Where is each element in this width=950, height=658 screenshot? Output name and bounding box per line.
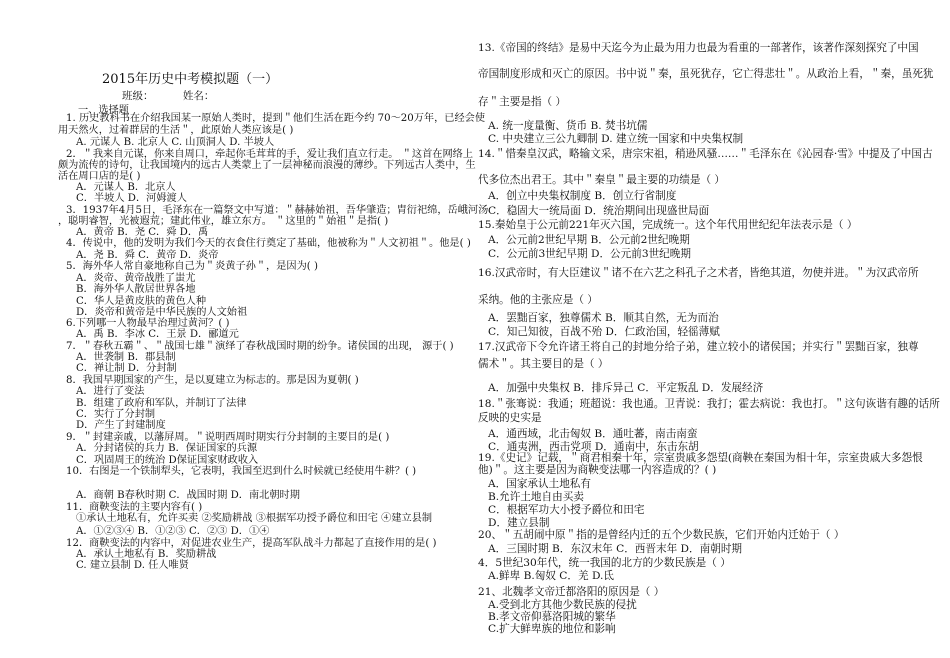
student-info [122,88,240,103]
question-line: 10．右图是一个铁制犁头，它表明，我国至迟到什么时候就已经使用牛耕？( ) [66,466,417,477]
question-line: A．三国时期 B．东汉末年 C．西晋末年 D．南朝时期 [488,543,743,555]
class-label: 班级： [122,90,154,102]
question-line: C．通夷洲，西击党项 D．通南中，东击东胡 [488,441,699,453]
question-line: 14.＂惜秦皇汉武，略输文采，唐宗宋祖，稍逊风骚……＂毛泽东在《沁园春·雪》中提及了中国古 [478,148,933,160]
question-line: A．承认土地私有 B．奖励耕战 [76,549,217,560]
question-line: A．通西域，北击匈奴 B．通吐蕃，南击南蛮 [488,428,698,440]
question-line: 帝国制度形成和灭亡的原因。书中说＂秦，虽死犹存，它亡得悲壮＂。从政治上看，＂秦，虽死犹 [478,68,934,80]
question-line: B.允许土地自由买卖 [488,491,584,503]
question-line: B.孝文帝仰慕洛阳城的繁华 [488,611,616,623]
question-line: A．①②③④ B．①②③ C．②③ D．①④ [76,526,270,537]
question-line: 4．传说中，他的发明为我们今天的衣食住行奠定了基础，他被称为＂人文初祖＂。他是( ) [66,238,471,249]
question-line: ，聪明睿智，光被遐荒；建此伟业，雄立东方。 ＂这里的＂始祖＂是指( ) [58,216,389,227]
question-line: 他)＂。这主要是因为商鞅变法哪一内容造成的？( ) [478,464,717,476]
name-label: 姓名： [182,90,215,102]
question-line: 儒术＂。其主要目的是（ ） [478,358,609,370]
question-line: 20、＂五胡闹中原＂指的是曾经内迁的五个少数民族，它们开始内迁始于（ ） [478,529,845,541]
question-line: A．炎帝、黄帝战胜了蚩尤 [76,273,196,284]
question-line: C．根据军功大小授予爵位和田宅 [488,504,645,516]
question-line: 19.《史记》记载，＂商君相秦十年，宗室贵戚多怨望(商鞅在秦国为相十年，宗室贵戚大多怨恨 [478,452,923,464]
question-line: A. 元谋人 B. 北京人 C. 山顶洞人 D. 半坡人 [76,137,275,148]
question-line: A.鲜卑 B.匈奴 C．羌 D.氐 [488,570,615,582]
question-line: 16.汉武帝时，有大臣建议＂诸不在六艺之科孔子之术者，皆绝其道，勿使并进。＂为汉武帝所 [478,267,919,279]
question-line: B．海外华人散居世界各地 [76,284,196,295]
question-line: 12．商鞅变法的内容中，对促进农业生产，提高军队战斗力都起了直接作用的是( ) [66,538,437,549]
question-line: A．进行了变法 [76,386,145,397]
question-line: A．加强中央集权 B．排斥异己 C．平定叛乱 D．发展经济 [488,382,764,394]
question-line: 反映的史实是 [478,412,542,424]
question-line: A. 统一度量衡、货币 B. 焚书坑儒 [488,120,648,132]
question-line: 21、北魏孝文帝迁都洛阳的原因是（ ） [478,586,665,598]
question-line: D．炎帝和黄帝是中华民族的人文始祖 [76,307,248,318]
question-line: 采纳。他的主张应是（ ） [478,294,598,306]
question-line: A．黄帝 B．尧 C．舜 D．禹 [76,227,209,238]
question-line: A．禹 B．李冰 C．王景 D．郦道元 [76,329,239,340]
question-line: 7．＂春秋五霸＂、＂战国七雄＂演绎了春秋战国时期的纷争。诸侯国的出现， 源于( ) [66,341,454,352]
question-line: 8．我国早期国家的产生，是以夏建立为标志的。那是因为夏朝( ) [66,375,359,386]
question-line: 4．5世纪30年代，统一我国的北方的少数民族是（ ） [478,557,731,569]
question-line: 3．1937年4月5日，毛泽东在一篇祭文中写道：＂赫赫始祖，吾华肇造；胄衍祀绵，岳峨河汤 [66,205,489,216]
question-line: 5．海外华人常自豪地称自己为＂炎黄子孙＂，是因为( ) [66,261,318,272]
question-line: 17.汉武帝下令允许诸王将自己的封地分给子弟，建立较小的诸侯国；并实行＂罢黜百家，独尊 [478,341,919,353]
question-line: 6.下列哪一人物最早治理过黄河？( ) [66,318,230,329]
question-line: C. 建立县制 D. 任人唯贤 [76,560,189,571]
question-line: A．商朝 B春秋时期 C．战国时期 D．南北朝时期 [76,490,300,501]
question-line: 用天然火，过着群居的生活＂，此原始人类应该是( ) [58,125,294,136]
page-title: 2015年历史中考模拟题（一） [102,72,279,87]
question-line: ①承认土地私有，允许买卖 ②奖励耕战 ③根据军功授予爵位和田宅 ④建立县制 [76,513,433,524]
question-line: 13.《帝国的终结》是易中天迄今为止最为用力也最为看重的一部著作，该著作深刻探究了中国 [478,42,919,54]
question-line: C．半坡人 D．河姆渡人 [76,193,187,204]
question-line: C.扩大鲜卑族的地位和影响 [488,623,616,635]
question-line: D．产生了封建制度 [76,420,166,431]
question-line: 1. 历史教科书在介绍我国某一原始人类时，提到＂他们生活在距今约 70～20万年，已经会使 [66,113,486,124]
section-heading: 一、选择题 [78,105,129,116]
question-line: A．国家承认土地私有 [488,478,591,490]
question-line: A.受到北方其他少数民族的侵扰 [488,599,637,611]
question-line: 18.＂张骞说：我通；班超说：我也通。卫青说：我打；霍去病说：我也打。＂这句诙谐有趣的话所 [478,398,940,410]
question-line: D．建立县制 [488,517,550,529]
question-line: C．华人是黄皮肤的黄色人种 [76,296,207,307]
question-line: C．实行了分封制 [76,409,156,420]
question-line: 颇为流传的诗句，让我国境内的远古人类蒙上了一层神秘而浪漫的薄纱。下列远古人类中，生 [58,160,476,171]
question-line: C．知己知彼，百战不殆 D．仁政治国，轻徭薄赋 [488,326,720,338]
question-line: C．公元前3世纪早期 D．公元前3世纪晚期 [488,248,691,260]
question-line: C．稳固大一统局面 D．统治期间出现盛世局面 [488,205,710,217]
question-line: 15.秦始皇于公元前221年灭六国，完成统一。这个年代用世纪纪年法表示是（ ） [478,219,858,231]
question-line: C. 中央建立三公九卿制 D. 建立统一国家和中央集权制 [488,133,744,145]
question-line: A．尧 B．舜 C．黄帝 D．炎帝 [76,250,219,261]
question-line: A．公元前2世纪早期 B．公元前2世纪晚期 [488,234,690,246]
question-line: C．巩固周王的统治 D保证国家财政收入 [76,455,259,466]
question-line: 9．＂封建亲戚，以藩屏周。＂说明西周时期实行分封制的主要目的是( ) [66,432,390,443]
question-line: 代多位杰出君王。其中＂秦皇＂最主要的功绩是（ ） [478,174,726,186]
question-line: 11．商鞅变法的主要内容有( ) [66,502,203,513]
question-line: 存＂主要是指（ ） [478,96,567,108]
question-line: A．世袭制 B．郡县制 [76,352,176,363]
question-line: C．禅让制 D．分封制 [76,363,177,374]
question-line: B．组建了政府和军队，并制订了法律 [76,398,247,409]
question-line: 2．＂我来自元谋，你来自周口，牵起你毛茸茸的手，爱让我们直立行走。 ＂这首在网络上 [66,149,474,160]
question-line: A．元谋人 B．北京人 [76,182,176,193]
question-line: 活在周口店的是( ) [58,171,141,182]
question-line: A．分封诸侯的兵力 B．保证国家的兵源 [76,443,258,454]
question-line: A．创立中央集权制度 B．创立行省制度 [488,190,677,202]
question-line: A．罢黜百家，独尊儒术 B．顺其自然，无为而治 [488,312,719,324]
